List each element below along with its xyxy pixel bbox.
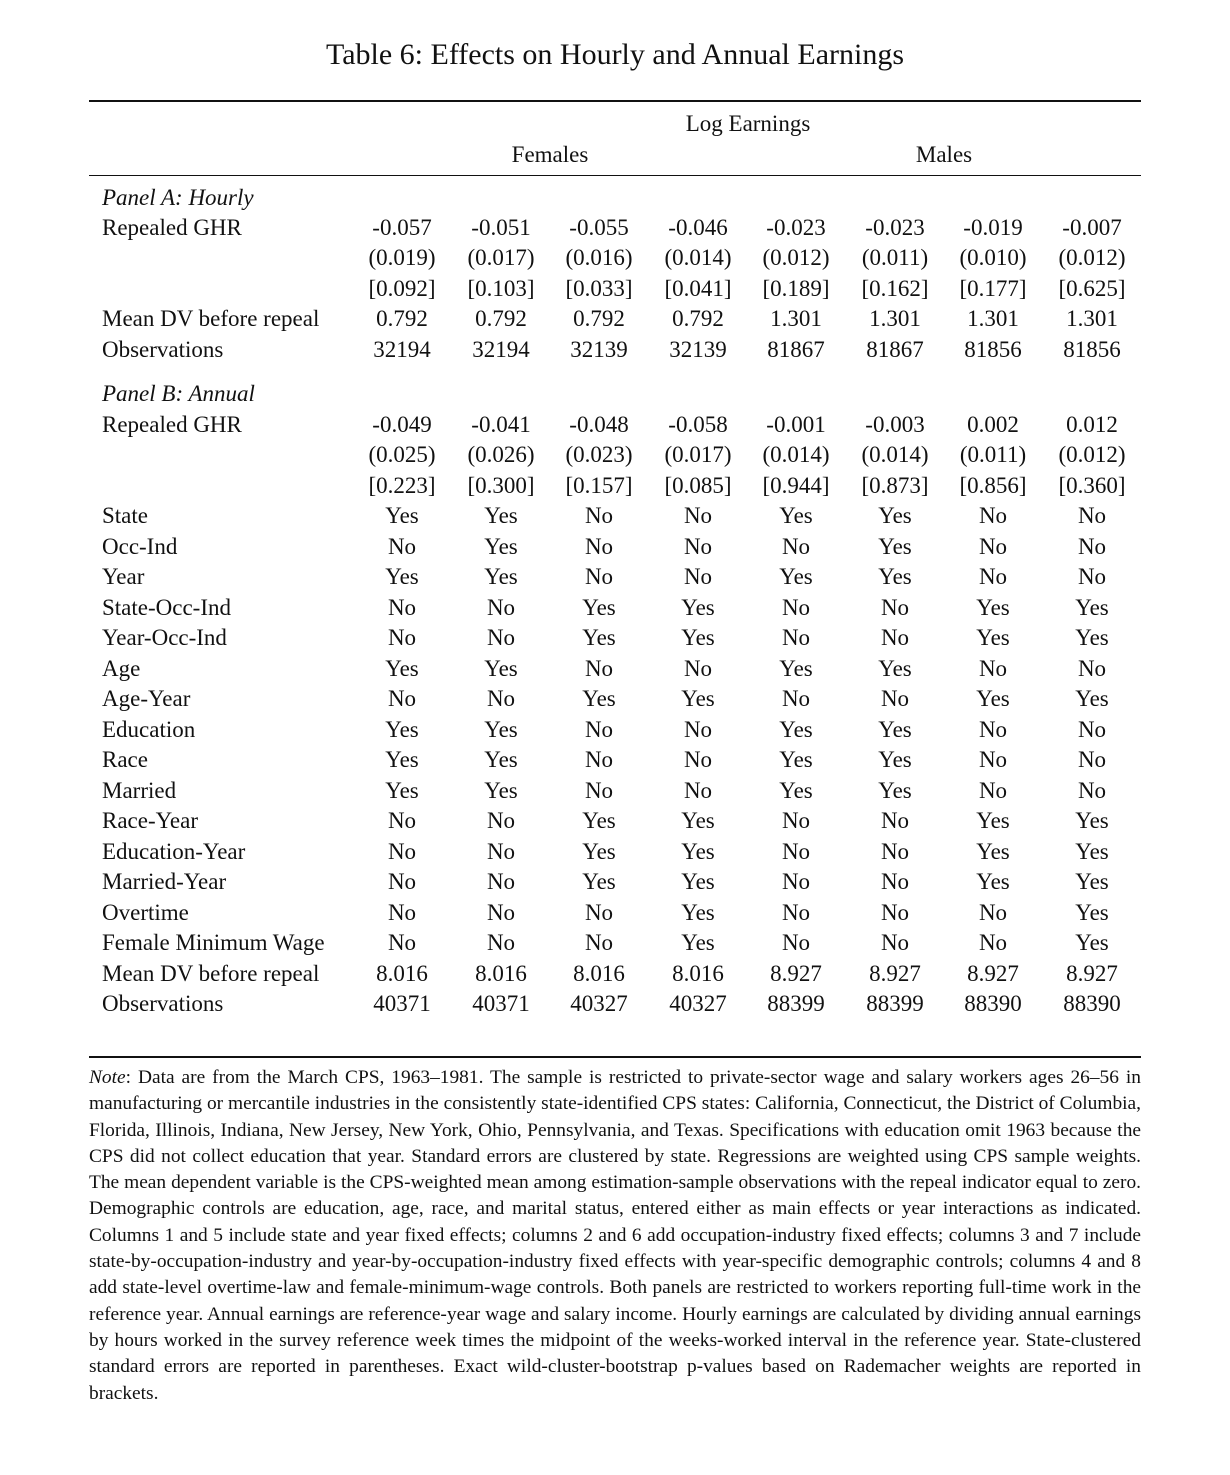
table-cell: Yes (681, 625, 715, 650)
table-cell: Yes (1075, 686, 1109, 711)
table-row (0, 593, 1230, 623)
table-cell: No (387, 900, 417, 925)
table-cell: (0.010) (959, 245, 1027, 270)
table-cell: Yes (779, 503, 813, 528)
row-label: Observations (102, 337, 224, 362)
table-row (0, 304, 1230, 334)
row-label: Mean DV before repeal (102, 306, 320, 331)
table-cell: Yes (484, 717, 518, 742)
table-row (0, 532, 1230, 562)
table-row (0, 776, 1230, 806)
table-cell: [0.177] (959, 276, 1027, 301)
table-cell: Yes (484, 503, 518, 528)
table-cell: -0.058 (668, 412, 728, 437)
table-cell: [0.189] (762, 276, 830, 301)
table-cell: No (978, 656, 1008, 681)
table-cell: Yes (484, 564, 518, 589)
table-cell: 40371 (472, 991, 530, 1016)
table-cell: No (781, 534, 811, 559)
table-cell: 81867 (767, 337, 825, 362)
table-cell: [0.856] (959, 473, 1027, 498)
table-row (0, 928, 1230, 958)
table-cell: 0.792 (672, 306, 724, 331)
table-cell: -0.023 (766, 215, 826, 240)
table-row (0, 867, 1230, 897)
row-label: Married-Year (102, 869, 227, 894)
table-cell: No (486, 869, 516, 894)
table-cell: 1.301 (967, 306, 1019, 331)
table-cell: No (1077, 717, 1107, 742)
table-cell: 0.792 (376, 306, 428, 331)
table-cell: [0.360] (1058, 473, 1126, 498)
table-row (0, 898, 1230, 928)
table-cell: No (387, 595, 417, 620)
table-cell: 32194 (472, 337, 530, 362)
row-label: Year-Occ-Ind (102, 625, 227, 650)
table-cell: Yes (1075, 930, 1109, 955)
table-row (0, 274, 1230, 304)
table-cell: No (978, 503, 1008, 528)
table-cell: No (1077, 778, 1107, 803)
row-label: Education-Year (102, 839, 246, 864)
table-cell: 40371 (373, 991, 431, 1016)
row-label: Repealed GHR (102, 215, 242, 240)
table-cell: [0.157] (565, 473, 633, 498)
row-label: Married (102, 778, 177, 803)
table-cell: (0.026) (467, 442, 535, 467)
table-cell: Yes (681, 839, 715, 864)
table-cell: No (781, 900, 811, 925)
row-label: Race-Year (102, 808, 199, 833)
table-row (0, 959, 1230, 989)
table-cell: Yes (681, 869, 715, 894)
table-cell: [0.162] (861, 276, 929, 301)
panel-header-row (0, 183, 1230, 213)
row-label: Mean DV before repeal (102, 961, 320, 986)
table-cell: -0.007 (1062, 215, 1122, 240)
table-cell: 0.792 (573, 306, 625, 331)
table-cell: No (683, 534, 713, 559)
table-cell: No (880, 869, 910, 894)
table-row (0, 623, 1230, 653)
row-label: Age-Year (102, 686, 191, 711)
table-cell: No (486, 808, 516, 833)
females-group-header: Females (511, 142, 589, 167)
table-cell: 40327 (669, 991, 727, 1016)
males-group-header: Males (915, 142, 973, 167)
table-cell: Yes (779, 656, 813, 681)
table-cell: -0.019 (963, 215, 1023, 240)
table-cell: No (978, 747, 1008, 772)
table-row (0, 806, 1230, 836)
panel-label: Panel A: Hourly (102, 185, 254, 210)
table-row (0, 989, 1230, 1019)
table-row (0, 410, 1230, 440)
table-cell: No (978, 778, 1008, 803)
table-cell: Yes (681, 686, 715, 711)
table-cell: -0.023 (865, 215, 925, 240)
table-cell: No (486, 625, 516, 650)
table-cell: 32139 (570, 337, 628, 362)
table-cell: No (584, 564, 614, 589)
panel-header-row (0, 379, 1230, 409)
table-title: Table 6: Effects on Hourly and Annual Earnings (325, 38, 905, 71)
table-cell: Yes (484, 778, 518, 803)
table-cell: -0.048 (569, 412, 629, 437)
table-cell: -0.055 (569, 215, 629, 240)
table-cell: Yes (976, 839, 1010, 864)
table-cell: No (584, 747, 614, 772)
table-row (0, 440, 1230, 470)
table-cell: 88399 (866, 991, 924, 1016)
table-cell: [0.625] (1058, 276, 1126, 301)
table-cell: Yes (385, 503, 419, 528)
table-cell: Yes (976, 869, 1010, 894)
table-cell: No (880, 686, 910, 711)
table-cell: No (584, 717, 614, 742)
table-cell: 1.301 (1066, 306, 1118, 331)
table-cell: No (584, 778, 614, 803)
table-cell: 88390 (964, 991, 1022, 1016)
table-cell: Yes (1075, 869, 1109, 894)
table-cell: Yes (385, 656, 419, 681)
table-cell: 81856 (964, 337, 1022, 362)
table-cell: (0.011) (959, 442, 1027, 467)
table-cell: Yes (484, 534, 518, 559)
note-label: Note (89, 1067, 126, 1088)
table-cell: 81856 (1063, 337, 1121, 362)
table-cell: -0.001 (766, 412, 826, 437)
table-cell: No (584, 503, 614, 528)
table-cell: Yes (582, 595, 616, 620)
table-cell: Yes (385, 717, 419, 742)
table-cell: Yes (484, 656, 518, 681)
table-cell: No (584, 900, 614, 925)
table-cell: 8.016 (672, 961, 724, 986)
table-cell: 8.016 (475, 961, 527, 986)
table-cell: Yes (385, 747, 419, 772)
table-cell: Yes (385, 778, 419, 803)
table-cell: Yes (779, 717, 813, 742)
table-cell: [0.085] (664, 473, 732, 498)
table-cell: Yes (582, 839, 616, 864)
table-row (0, 335, 1230, 365)
table-cell: Yes (878, 717, 912, 742)
table-cell: Yes (582, 625, 616, 650)
table-cell: 40327 (570, 991, 628, 1016)
table-cell: Yes (878, 656, 912, 681)
table-cell: 32194 (373, 337, 431, 362)
table-cell: (0.017) (467, 245, 535, 270)
row-label: State (102, 503, 148, 528)
row-label: Race (102, 747, 148, 772)
table-cell: 81867 (866, 337, 924, 362)
table-cell: Yes (681, 900, 715, 925)
table-cell: No (486, 930, 516, 955)
table-cell: Yes (681, 595, 715, 620)
table-cell: No (880, 625, 910, 650)
table-cell: Yes (681, 930, 715, 955)
table-cell: No (683, 717, 713, 742)
table-cell: No (1077, 503, 1107, 528)
table-cell: (0.023) (565, 442, 633, 467)
table-cell: No (978, 534, 1008, 559)
table-cell: Yes (1075, 625, 1109, 650)
table-cell: No (387, 625, 417, 650)
table-cell: Yes (976, 808, 1010, 833)
table-cell: No (880, 900, 910, 925)
table-cell: No (781, 930, 811, 955)
table-cell: (0.012) (762, 245, 830, 270)
table-cell: Yes (878, 503, 912, 528)
table-row (0, 501, 1230, 531)
table-cell: No (978, 900, 1008, 925)
table-row (0, 745, 1230, 775)
panel-label: Panel B: Annual (102, 381, 255, 406)
table-cell: Yes (779, 564, 813, 589)
table-cell: No (781, 595, 811, 620)
row-label: Female Minimum Wage (102, 930, 325, 955)
table-cell: 0.792 (475, 306, 527, 331)
table-cell: (0.012) (1058, 442, 1126, 467)
table-row (0, 715, 1230, 745)
table-cell: No (978, 930, 1008, 955)
table-cell: No (1077, 747, 1107, 772)
table-cell: Yes (878, 778, 912, 803)
table-cell: (0.019) (368, 245, 436, 270)
table-cell: Yes (779, 747, 813, 772)
table-cell: 1.301 (770, 306, 822, 331)
table-cell: 88399 (767, 991, 825, 1016)
table-row (0, 654, 1230, 684)
table-cell: (0.011) (861, 245, 929, 270)
note-text: : Data are from the March CPS, 1963–1981. The sample is restricted to private-sector wage and salary workers ages 26–56 in manufacturing or mercantile industries in the consistently state-identified CPS states: California, Connecticut, the District of Columbia, Florida, Illinois, Indiana, New Jersey, New York, Ohio, Pennsylvania, and Texas. Specifications with education omit 1963 because the CPS did not collect education that year. Standard errors are clustered by state. Regressions are weighted using CPS sample weights. The mean dependent variable is the CPS-weighted mean among estimation-sample observations with the repeal indicator equal to zero. Demographic controls are education, age, race, and marital status, entered either as main effects or year interactions as indicated. Columns 1 and 5 include state and year fixed effects; columns 2 and 6 add occupation-industry fixed effects; columns 3 and 7 include state-by-occupation-industry and year-by-occupation-industry fixed effects with year-specific demographic controls; columns 4 and 8 add state-level overtime-law and female-minimum-wage controls. Both panels are restricted to workers reporting full-time work in the reference year. Annual earnings are reference-year wage and salary income. Hourly earnings are calculated by dividing annual earnings by hours worked in the survey reference week times the midpoint of the weeks-worked interval in the reference year. State-clustered standard errors are reported in parentheses. Exact wild-cluster-bootstrap p-values based on Rademacher weights are reported in brackets. (89, 1067, 1141, 1404)
row-label: Repealed GHR (102, 412, 242, 437)
table-cell: 8.927 (1066, 961, 1118, 986)
table-cell: Yes (385, 564, 419, 589)
table-cell: No (486, 595, 516, 620)
row-label: Occ-Ind (102, 534, 178, 559)
table-cell: 1.301 (869, 306, 921, 331)
table-cell: No (781, 808, 811, 833)
table-cell: No (683, 564, 713, 589)
table-cell: No (880, 930, 910, 955)
table-cell: 88390 (1063, 991, 1121, 1016)
table-cell: No (584, 534, 614, 559)
table-cell: No (584, 656, 614, 681)
table-note (89, 1065, 1141, 1407)
table-cell: -0.003 (865, 412, 925, 437)
table-cell: [0.223] (368, 473, 436, 498)
table-cell: Yes (878, 747, 912, 772)
table-cell: Yes (582, 686, 616, 711)
table-cell: Yes (681, 808, 715, 833)
table-cell: No (486, 900, 516, 925)
table-cell: 8.016 (376, 961, 428, 986)
note-rule (89, 1056, 1141, 1058)
row-label: State-Occ-Ind (102, 595, 231, 620)
row-label: Observations (102, 991, 224, 1016)
table-cell: -0.051 (471, 215, 531, 240)
table-cell: No (387, 839, 417, 864)
table-cell: 8.016 (573, 961, 625, 986)
table-cell: [0.092] (368, 276, 436, 301)
header-rule (89, 175, 1141, 176)
table-cell: Yes (1075, 839, 1109, 864)
table-cell: Yes (582, 869, 616, 894)
table-cell: Yes (1075, 900, 1109, 925)
table-cell: -0.041 (471, 412, 531, 437)
table-cell: (0.017) (664, 442, 732, 467)
table-cell: Yes (1075, 595, 1109, 620)
table-cell: No (1077, 656, 1107, 681)
table-cell: 8.927 (770, 961, 822, 986)
table-row (0, 471, 1230, 501)
table-row (0, 562, 1230, 592)
top-rule (89, 100, 1141, 102)
row-label: Overtime (102, 900, 189, 925)
table-cell: [0.103] (467, 276, 535, 301)
table-cell: No (781, 869, 811, 894)
table-cell: No (1077, 564, 1107, 589)
row-label: Age (102, 656, 141, 681)
table-cell: 8.927 (967, 961, 1019, 986)
table-cell: Yes (484, 747, 518, 772)
dependent-variable-header: Log Earnings (685, 111, 811, 136)
table-cell: No (387, 808, 417, 833)
table-cell: No (683, 778, 713, 803)
table-cell: (0.012) (1058, 245, 1126, 270)
table-row (0, 684, 1230, 714)
table-cell: 0.002 (967, 412, 1019, 437)
table-cell: [0.041] (664, 276, 732, 301)
table-cell: No (1077, 534, 1107, 559)
table-row (0, 837, 1230, 867)
table-cell: (0.016) (565, 245, 633, 270)
table-cell: -0.046 (668, 215, 728, 240)
table-cell: No (486, 839, 516, 864)
table-row (0, 213, 1230, 243)
table-cell: No (683, 747, 713, 772)
table-cell: No (387, 930, 417, 955)
table-cell: Yes (976, 686, 1010, 711)
table-cell: Yes (582, 808, 616, 833)
table-cell: No (880, 808, 910, 833)
table-cell: (0.014) (762, 442, 830, 467)
table-cell: Yes (878, 564, 912, 589)
table-cell: -0.057 (372, 215, 432, 240)
table-cell: No (781, 625, 811, 650)
table-cell: 8.927 (869, 961, 921, 986)
table-cell: No (584, 930, 614, 955)
table-cell: No (683, 656, 713, 681)
table-cell: Yes (976, 625, 1010, 650)
table-cell: No (683, 503, 713, 528)
table-cell: No (486, 686, 516, 711)
table-cell: Yes (1075, 808, 1109, 833)
table-cell: No (387, 534, 417, 559)
table-cell: No (978, 564, 1008, 589)
table-cell: No (781, 686, 811, 711)
table-cell: No (781, 839, 811, 864)
table-cell: No (387, 869, 417, 894)
table-cell: 32139 (669, 337, 727, 362)
table-cell: No (978, 717, 1008, 742)
table-cell: No (387, 686, 417, 711)
table-cell: No (880, 839, 910, 864)
table-cell: Yes (976, 595, 1010, 620)
table-cell: Yes (878, 534, 912, 559)
table-cell: (0.014) (664, 245, 732, 270)
table-cell: [0.873] (861, 473, 929, 498)
table-cell: (0.025) (368, 442, 436, 467)
row-label: Education (102, 717, 196, 742)
table-cell: No (880, 595, 910, 620)
table-cell: (0.014) (861, 442, 929, 467)
table-cell: Yes (779, 778, 813, 803)
table-cell: [0.300] (467, 473, 535, 498)
row-label: Year (102, 564, 145, 589)
table-cell: 0.012 (1066, 412, 1118, 437)
table-cell: [0.033] (565, 276, 633, 301)
table-row (0, 243, 1230, 273)
table-cell: [0.944] (762, 473, 830, 498)
table-cell: -0.049 (372, 412, 432, 437)
